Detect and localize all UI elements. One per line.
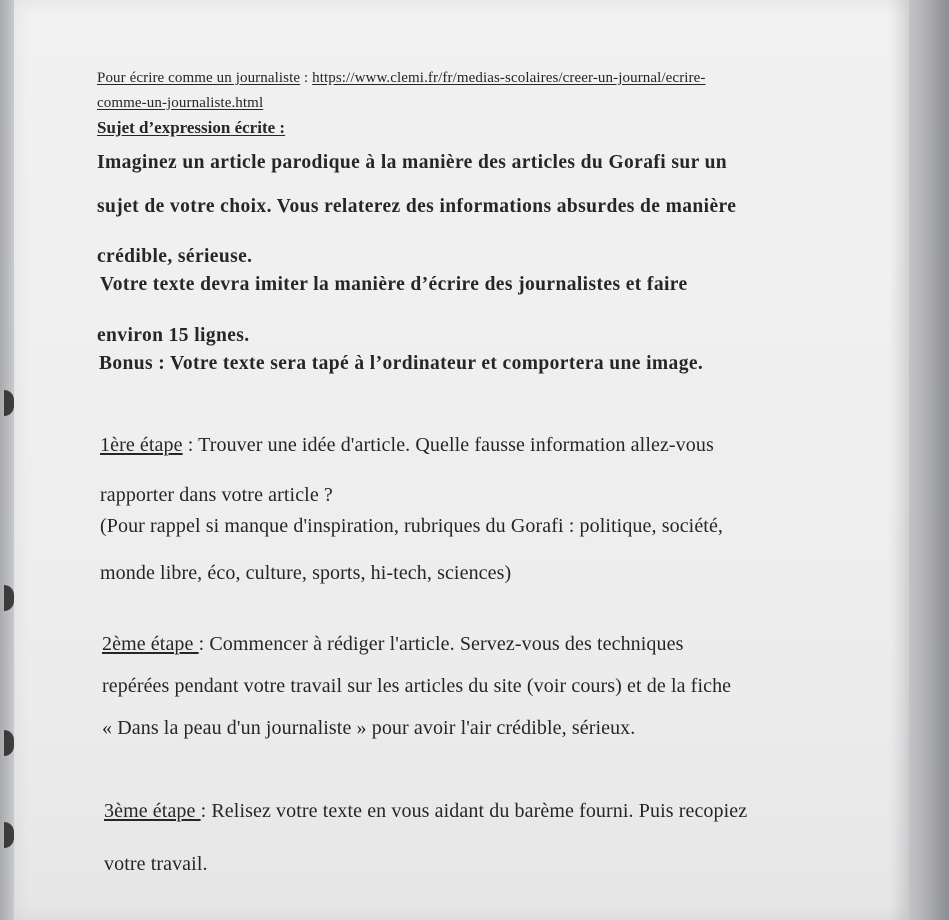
step-3-line: votre travail. [104,853,208,875]
source-link-label[interactable]: Pour écrire comme un journaliste [97,70,301,86]
source-url-part2[interactable]: comme-un-journaliste.html [97,95,264,111]
paper-sheet [14,0,909,920]
step-1-line: (Pour rappel si manque d'inspiration, rubriques du Gorafi : politique, société, [100,515,724,537]
step-3-label: 3ème étape [104,800,201,822]
source-separator: : [300,70,313,86]
step-2-text: : Commencer à rédiger l'article. Servez-vous des techniques [198,633,684,655]
step-2-line: « Dans la peau d'un journaliste » pour avoir l'air crédible, sérieux. [102,717,636,739]
step-1-line: monde libre, éco, culture, sports, hi-tech, sciences) [100,562,512,584]
step-1-line: rapporter dans votre article ? [100,484,333,506]
subject-line: environ 15 lignes. [97,325,250,346]
step-2-label: 2ème étape [102,633,199,655]
right-shadow [889,0,949,920]
step-2-line: repérées pendant votre travail sur les articles du site (voir cours) et de la fiche [102,675,732,697]
subject-line: sujet de votre choix. Vous relaterez des informations absurdes de manière [97,196,737,217]
subject-line: crédible, sérieuse. [97,246,253,267]
subject-line: Imaginez un article parodique à la manière des articles du Gorafi sur un [97,152,728,173]
source-line [97,70,706,87]
left-page-edge [0,0,14,920]
step-1-text: : Trouver une idée d'article. Quelle fausse information allez-vous [182,434,714,456]
step-2-line [102,633,683,656]
source-line-2 [97,95,263,112]
source-url-part1[interactable]: https://www.clemi.fr/fr/medias-scolaires/creer-un-journal/ecrire- [312,70,706,86]
bonus-line: Bonus : Votre texte sera tapé à l’ordinateur et comportera une image. [99,353,704,374]
subject-line: Votre texte devra imiter la manière d’écrire des journalistes et faire [100,274,688,295]
step-3-line [104,800,747,823]
step-1-line [100,434,714,457]
step-3-text: : Relisez votre texte en vous aidant du barème fourni. Puis recopiez [200,800,748,822]
subject-title: Sujet d’expression écrite : [97,118,286,137]
step-1-label: 1ère étape [100,434,183,456]
